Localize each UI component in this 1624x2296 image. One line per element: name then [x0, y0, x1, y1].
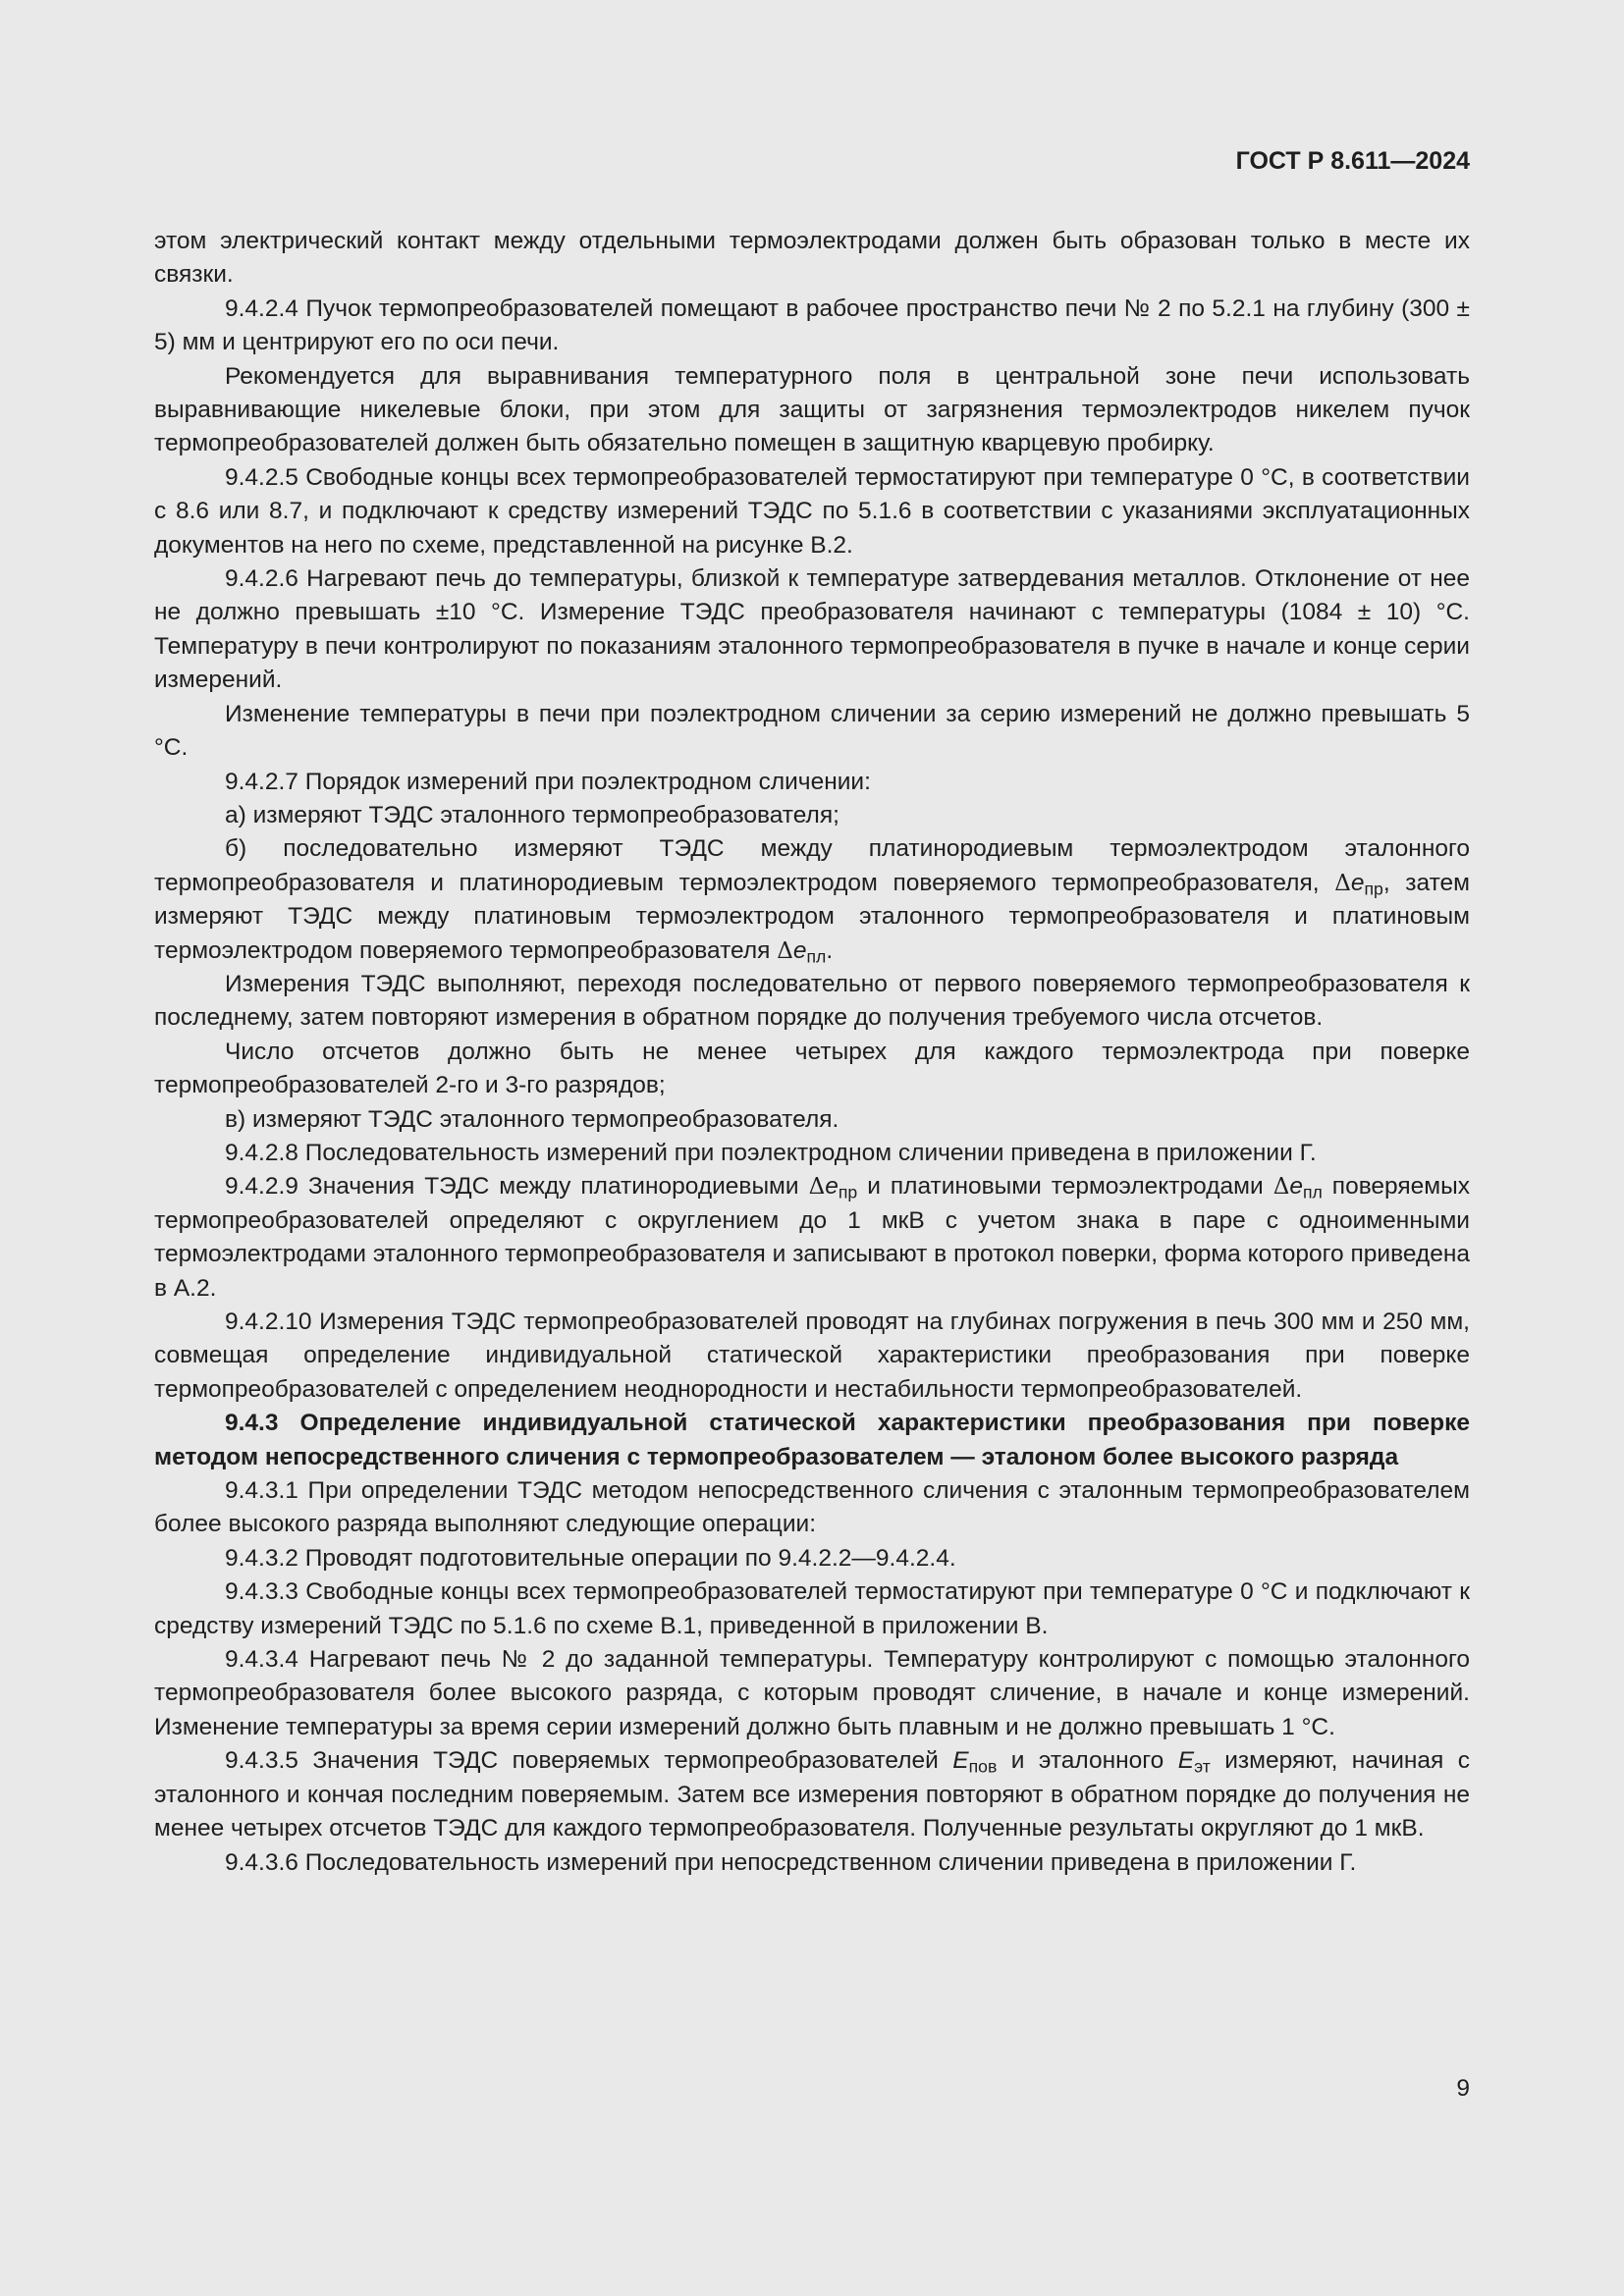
list-item: в) измеряют ТЭДС эталонного термопреобразователя. — [225, 1105, 839, 1133]
paragraph: 9.4.2.8 Последовательность измерений при поэлектродном сличении приведена в приложении Г. — [225, 1139, 1317, 1166]
paragraph: 9.4.3.3 Свободные концы всех термопреобразователей термостатируют при температуре 0 °С и подключают к средству измерений ТЭДС по 5.1.6 по схеме В.1, приведенной в приложении В. — [154, 1578, 1470, 1639]
variable-e: e — [792, 936, 807, 964]
delta-symbol: Δ — [1272, 1174, 1290, 1201]
paragraph: 9.4.2.10 Измерения ТЭДС термопреобразователей проводят на глубинах погружения в печь 300 мм и 250 мм, совмещая определение индивидуальной статической характеристики преобразования при поверке термопреобразователей с определением неоднородности и нестабильности термопреобразователей. — [154, 1308, 1470, 1403]
document-header: ГОСТ Р 8.611—2024 — [1235, 147, 1470, 175]
variable-E: E — [952, 1747, 969, 1775]
paragraph — [154, 1170, 1470, 1306]
paragraph: 9.4.3.6 Последовательность измерений при непосредственном сличении приведена в приложении Г. — [225, 1848, 1357, 1876]
variable-E: E — [1177, 1747, 1195, 1775]
paragraph: 9.4.2.5 Свободные концы всех термопреобразователей термостатируют при температуре 0 °С, в соответствии с 8.6 или 8.7, и подключают к средству измерений ТЭДС по 5.1.6 в соответствии с указаниями эксплуатационных документов на него по схеме, представленной на рисунке В.2. — [154, 463, 1470, 559]
paragraph — [154, 1744, 1470, 1845]
subscript: эт — [1194, 1756, 1211, 1777]
paragraph: этом электрический контакт между отдельными термоэлектродами должен быть образован только в месте их связки. — [154, 228, 1470, 289]
text-run: и эталонного — [997, 1747, 1178, 1775]
text-run: и платиновыми термоэлектродами — [857, 1173, 1273, 1201]
paragraph: Измерения ТЭДС выполняют, переходя последовательно от первого поверяемого термопреобразователя к последнему, затем повторяют измерения в обратном порядке до получения требуемого числа отсчетов. — [154, 970, 1470, 1032]
list-item: а) измеряют ТЭДС эталонного термопреобразователя; — [225, 801, 839, 828]
subscript: пл — [1302, 1182, 1323, 1202]
paragraph: Изменение температуры в печи при поэлектродном сличении за серию измерений не должно превышать 5 °С. — [154, 700, 1470, 762]
text-run: поверяемых термопреобразователей определяют с округлением до 1 мкВ с учетом знака в паре с одноименными термоэлектродами эталонного термопреобразователя и записывают в протокол поверки, форма которого приведена в А.2. — [154, 1173, 1471, 1302]
text-run: 9.4.2.9 Значения ТЭДС между платинородиевыми — [225, 1173, 809, 1201]
subscript: пр — [1364, 879, 1383, 899]
delta-symbol: Δ — [777, 937, 793, 964]
section-heading: 9.4.3 Определение индивидуальной статической характеристики преобразования при поверке методом непосредственного сличения с термопреобразователем — эталоном более высокого разряда — [154, 1410, 1470, 1470]
document-body — [154, 225, 1470, 1880]
variable-e: e — [1289, 1173, 1303, 1201]
subscript: пр — [838, 1182, 858, 1202]
variable-e: e — [825, 1173, 839, 1201]
paragraph: Число отсчетов должно быть не менее четырех для каждого термоэлектрода при поверке термопреобразователей 2-го и 3-го разрядов; — [154, 1038, 1470, 1099]
text-run: измеряют, начиная с эталонного и кончая последним поверяемым. Затем все измерения повторяют в обратном порядке до получения не менее четырех отсчетов ТЭДС для каждого термопреобразователя. Полученные результаты округляют до 1 мкВ. — [154, 1747, 1470, 1842]
variable-e: e — [1350, 869, 1365, 896]
subscript: пов — [968, 1756, 998, 1777]
delta-symbol: Δ — [808, 1174, 826, 1201]
paragraph: 9.4.3.4 Нагревают печь № 2 до заданной температуры. Температуру контролируют с помощью эталонного термопреобразователя более высокого разряда, с которым проводят сличение, в начале и конце измерений. Изменение температуры за время серии измерений должно быть плавным и не должно превышать 1 °С. — [154, 1646, 1470, 1740]
page-number: 9 — [1456, 2075, 1470, 2102]
paragraph: 9.4.2.6 Нагревают печь до температуры, близкой к температуре затвердевания металлов. Отклонение от нее не должно превышать ±10 °С. Измерение ТЭДС преобразователя начинают с температуры (1084 ± 10) °С. Температуру в печи контролируют по показаниям эталонного термопреобразователя в пучке в начале и конце серии измерений. — [154, 565, 1470, 694]
paragraph: 9.4.2.7 Порядок измерений при поэлектродном сличении: — [225, 768, 871, 795]
paragraph: 9.4.2.4 Пучок термопреобразователей помещают в рабочее пространство печи № 2 по 5.2.1 на глубину (300 ± 5) мм и центрируют его по оси печи. — [154, 294, 1470, 356]
delta-symbol: Δ — [1334, 870, 1351, 896]
paragraph: 9.4.3.2 Проводят подготовительные операции по 9.4.2.2—9.4.2.4. — [225, 1544, 956, 1572]
text-run: 9.4.3.5 Значения ТЭДС поверяемых термопреобразователей — [225, 1747, 953, 1775]
subscript: пл — [806, 945, 827, 966]
text-run: , затем измеряют ТЭДС между платиновым термоэлектродом эталонного термопреобразователя и платиновым термоэлектродом поверяемого термопреобразователя — [154, 869, 1470, 964]
paragraph: 9.4.3.1 При определении ТЭДС методом непосредственного сличения с эталонным термопреобразователем более высокого разряда выполняют следующие операции: — [154, 1477, 1470, 1538]
text-run: б) последовательно измеряют ТЭДС между платинородиевым термоэлектродом эталонного термопреобразователя и платинородиевым термоэлектродом поверяемого термопреобразователя, — [154, 835, 1470, 896]
text-run: . — [826, 936, 834, 964]
list-item — [154, 832, 1470, 968]
paragraph: Рекомендуется для выравнивания температурного поля в центральной зоне печи использовать выравнивающие никелевые блоки, при этом для защиты от загрязнения термоэлектродов никелем пучок термопреобразователей должен быть обязательно помещен в защитную кварцевую пробирку. — [154, 362, 1470, 457]
